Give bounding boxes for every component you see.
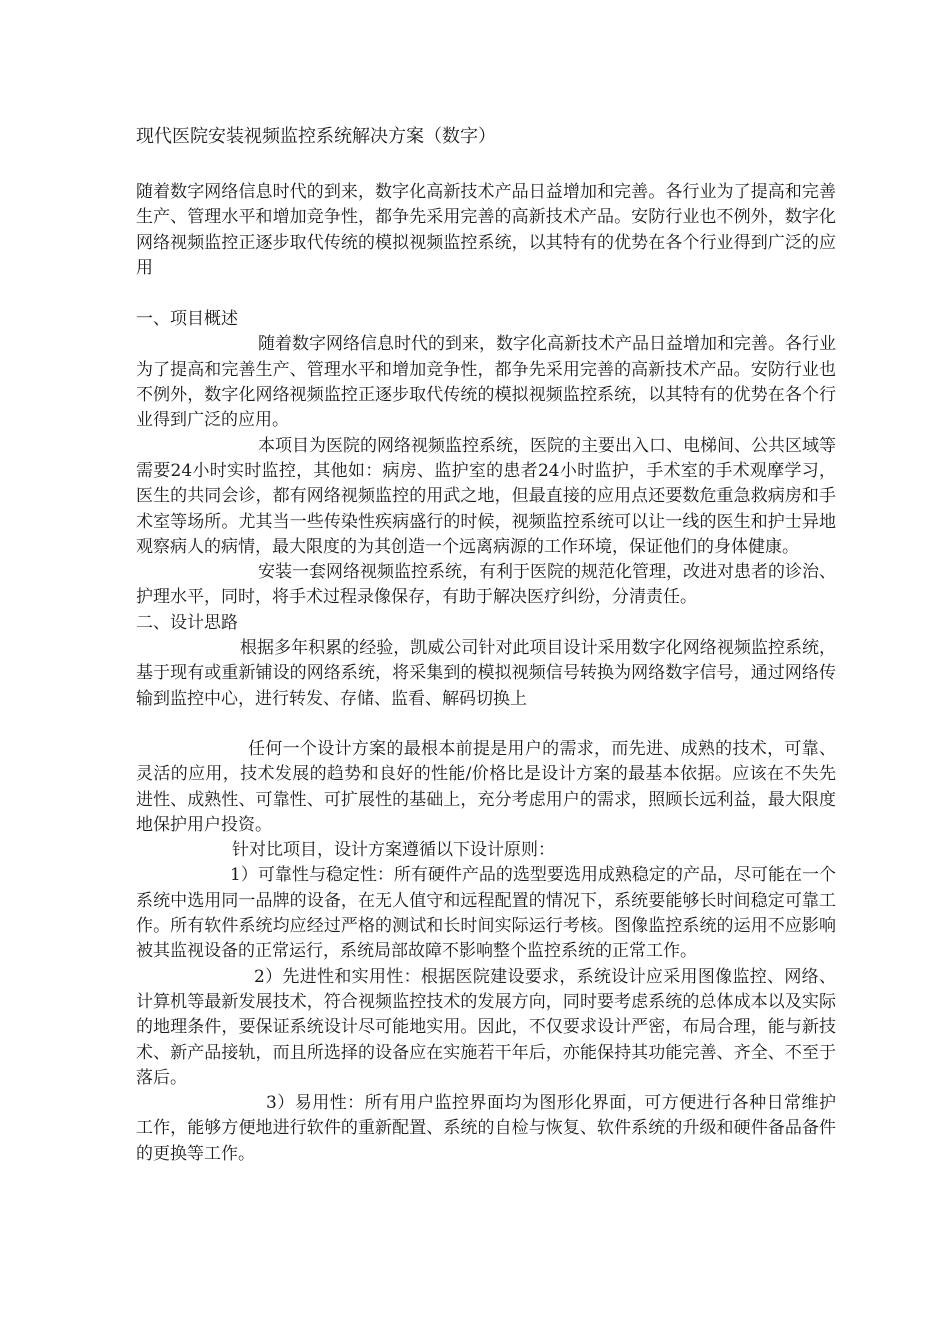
design-paragraph: 任何一个设计方案的最根本前提是用户的需求，而先进、成熟的技术，可靠、灵活的应用，技术发展的趋势和良好的性能/价格比是设计方案的最基本依据。应该在不失先进性、成熟性、可靠性、可扩展性的基础上，充分考虑用户的需求，照顾长远利益，最大限度地保护用户投资。	[136, 738, 836, 835]
section-heading-design: 二、设计思路	[136, 612, 238, 633]
intro-paragraph: 随着数字网络信息时代的到来，数字化高新技术产品日益增加和完善。各行业为了提高和完善生产、管理水平和增加竞争性，都争先采用完善的高新技术产品。安防行业也不例外，数字化网络视频监控正逐步取代传统的模拟视频监控系统，以其特有的优势在各个行业得到广泛的应用	[136, 182, 836, 278]
overview-paragraph: 安装一套网络视频监控系统，有利于医院的规范化管理，改进对患者的诊治、护理水平，同时，将手术过程录像保存，有助于解决医疗纠纷，分清责任。	[136, 562, 836, 608]
overview-paragraph: 随着数字网络信息时代的到来，数字化高新技术产品日益增加和完善。各行业为了提高和完善生产、管理水平和增加竞争性，都争先采用完善的高新技术产品。安防行业也不例外，数字化网络视频监控正逐步取代传统的模拟视频监控系统，以其特有的优势在各个行业得到广泛的应用。	[136, 334, 836, 431]
design-paragraph: 根据多年积累的经验，凯威公司针对此项目设计采用数字化网络视频监控系统，基于现有或重新铺设的网络系统，将采集到的模拟视频信号转换为网络数字信号，通过网络传输到监控中心，进行转发、存储、监看、解码切换上	[136, 638, 836, 709]
document-page	[136, 120, 836, 1167]
design-principle-item: 1）可靠性与稳定性：所有硬件产品的选型要选用成熟稳定的产品，尽可能在一个系统中选用同一品牌的设备，在无人值守和远程配置的情况下，系统要能够长时间稳定可靠工作。所有软件系统均应经过严格的测试和长时间实际运行考核。图像监控系统的运用不应影响被其监视设备的正常运行，系统局部故障不影响整个监控系统的正常工作。	[136, 865, 836, 962]
design-principles-intro: 针对比项目，设计方案遵循以下设计原则：	[232, 840, 555, 861]
document-title: 现代医院安装视频监控系统解决方案（数字）	[136, 126, 496, 147]
design-principle-item: 2）先进性和实用性：根据医院建设要求，系统设计应采用图像监控、网络、计算机等最新发展技术，符合视频监控技术的发展方向，同时要考虑系统的总体成本以及实际的地理条件，要保证系统设计尽可能地实用。因此，不仅要求设计严密，布局合理，能与新技术、新产品接轨，而且所选择的设备应在实施若干年后，亦能保持其功能完善、齐全、不至于落后。	[136, 966, 836, 1088]
design-principle-item: 3）易用性：所有用户监控界面均为图形化界面，可方便进行各种日常维护工作，能够方便地进行软件的重新配置、系统的自检与恢复、软件系统的升级和硬件备品备件的更换等工作。	[136, 1093, 836, 1164]
overview-paragraph: 本项目为医院的网络视频监控系统，医院的主要出入口、电梯间、公共区域等需要24小时实时监控，其他如：病房、监护室的患者24小时监护，手术室的手术观摩学习，医生的共同会诊，都有网络视频监控的用武之地，但最直接的应用点还要数危重急救病房和手术室等场所。尤其当一些传染性疾病盛行的时候，视频监控系统可以让一线的医生和护士异地观察病人的病情，最大限度的为其创造一个远离病源的工作环境，保证他们的身体健康。	[136, 435, 836, 557]
paragraph-spacer	[136, 712, 836, 737]
section-heading-overview: 一、项目概述	[136, 309, 238, 330]
